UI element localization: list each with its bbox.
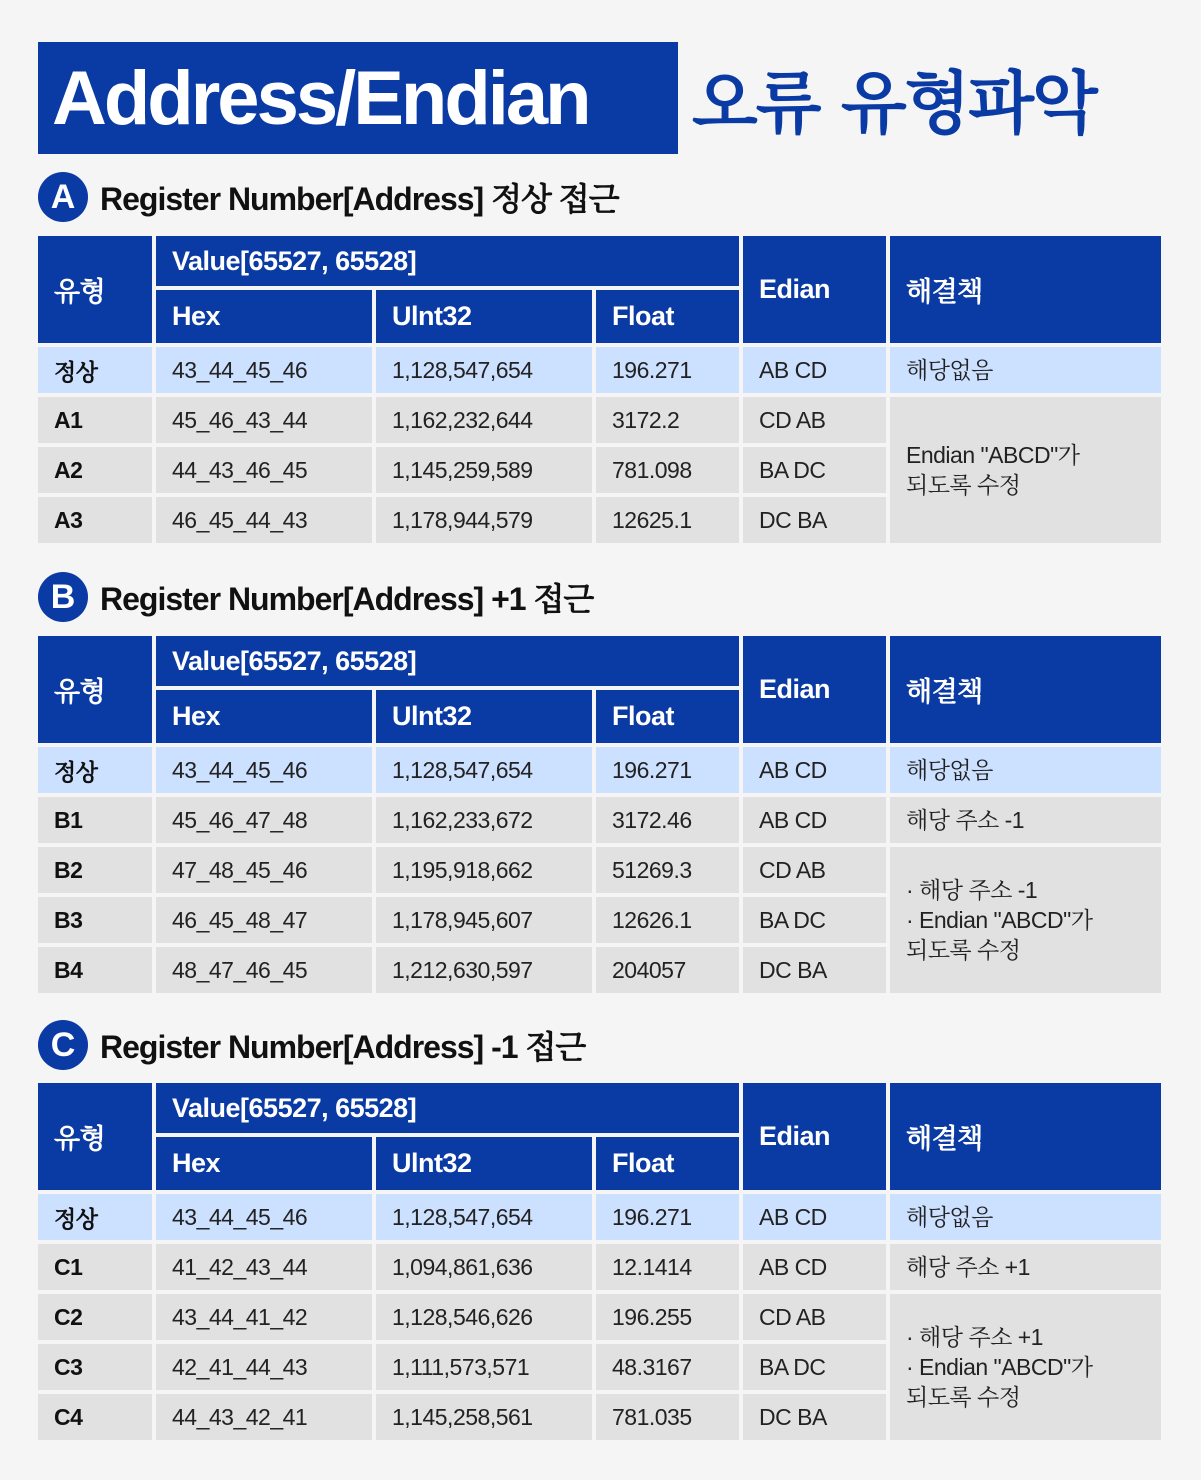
cell-uint: 1,212,630,597 <box>376 947 592 993</box>
table-c <box>38 1083 1157 1440</box>
cell-solution: 해당없음 <box>890 1194 1161 1240</box>
cell-float: 781.098 <box>596 447 739 493</box>
cell-type: B3 <box>38 897 152 943</box>
title-highlight: Address/Endian <box>38 42 678 154</box>
header-type: 유형 <box>38 1083 152 1190</box>
header-hex: Hex <box>156 690 372 743</box>
cell-hex: 44_43_46_45 <box>156 447 372 493</box>
header-solution: 해결책 <box>890 236 1161 343</box>
cell-uint: 1,094,861,636 <box>376 1244 592 1290</box>
header-endian: Edian <box>743 236 886 343</box>
cell-hex: 42_41_44_43 <box>156 1344 372 1390</box>
cell-endian: AB CD <box>743 1244 886 1290</box>
cell-uint: 1,195,918,662 <box>376 847 592 893</box>
cell-float: 3172.2 <box>596 397 739 443</box>
header-float: Float <box>596 1137 739 1190</box>
header-endian: Edian <box>743 636 886 743</box>
section-title: Register Number[Address] -1 접근 <box>100 1029 586 1065</box>
cell-float: 781.035 <box>596 1394 739 1440</box>
header-hex: Hex <box>156 290 372 343</box>
header-uint: Ulnt32 <box>376 1137 592 1190</box>
cell-uint: 1,128,547,654 <box>376 1194 592 1240</box>
cell-endian: AB CD <box>743 797 886 843</box>
cell-uint: 1,178,945,607 <box>376 897 592 943</box>
cell-type: A2 <box>38 447 152 493</box>
section-b-heading <box>38 572 593 622</box>
cell-endian: DC BA <box>743 1394 886 1440</box>
section-badge: A <box>38 172 88 222</box>
header-hex: Hex <box>156 1137 372 1190</box>
page-title <box>38 42 1096 154</box>
cell-hex: 46_45_44_43 <box>156 497 372 543</box>
cell-type: B2 <box>38 847 152 893</box>
header-value: Value[65527, 65528] <box>156 636 739 686</box>
cell-uint: 1,145,258,561 <box>376 1394 592 1440</box>
cell-endian: AB CD <box>743 347 886 393</box>
cell-endian: AB CD <box>743 1194 886 1240</box>
cell-hex: 43_44_45_46 <box>156 347 372 393</box>
cell-endian: CD AB <box>743 847 886 893</box>
section-c-heading <box>38 1020 585 1070</box>
cell-uint: 1,145,259,589 <box>376 447 592 493</box>
section-badge: B <box>38 572 88 622</box>
cell-endian: CD AB <box>743 1294 886 1340</box>
cell-endian: DC BA <box>743 947 886 993</box>
cell-uint: 1,128,546,626 <box>376 1294 592 1340</box>
cell-solution: Endian "ABCD"가 되도록 수정 <box>890 397 1161 543</box>
cell-type: 정상 <box>38 1194 152 1240</box>
header-type: 유형 <box>38 636 152 743</box>
cell-type: A1 <box>38 397 152 443</box>
cell-float: 196.255 <box>596 1294 739 1340</box>
cell-type: A3 <box>38 497 152 543</box>
cell-endian: BA DC <box>743 1344 886 1390</box>
section-a-heading <box>38 172 619 222</box>
cell-hex: 46_45_48_47 <box>156 897 372 943</box>
cell-solution: · 해당 주소 -1 · Endian "ABCD"가 되도록 수정 <box>890 847 1161 993</box>
header-endian: Edian <box>743 1083 886 1190</box>
cell-type: B4 <box>38 947 152 993</box>
cell-endian: BA DC <box>743 897 886 943</box>
header-uint: Ulnt32 <box>376 690 592 743</box>
cell-uint: 1,128,547,654 <box>376 747 592 793</box>
cell-float: 196.271 <box>596 347 739 393</box>
cell-float: 51269.3 <box>596 847 739 893</box>
cell-float: 196.271 <box>596 747 739 793</box>
header-value: Value[65527, 65528] <box>156 236 739 286</box>
cell-uint: 1,162,232,644 <box>376 397 592 443</box>
cell-endian: DC BA <box>743 497 886 543</box>
cell-float: 204057 <box>596 947 739 993</box>
cell-float: 12625.1 <box>596 497 739 543</box>
cell-type: C1 <box>38 1244 152 1290</box>
section-badge: C <box>38 1020 88 1070</box>
header-float: Float <box>596 690 739 743</box>
cell-float: 196.271 <box>596 1194 739 1240</box>
cell-endian: AB CD <box>743 747 886 793</box>
cell-hex: 47_48_45_46 <box>156 847 372 893</box>
cell-solution: 해당 주소 -1 <box>890 797 1161 843</box>
header-float: Float <box>596 290 739 343</box>
cell-uint: 1,111,573,571 <box>376 1344 592 1390</box>
cell-hex: 43_44_45_46 <box>156 1194 372 1240</box>
cell-endian: CD AB <box>743 397 886 443</box>
cell-hex: 45_46_43_44 <box>156 397 372 443</box>
cell-hex: 43_44_45_46 <box>156 747 372 793</box>
cell-solution: 해당없음 <box>890 347 1161 393</box>
cell-hex: 44_43_42_41 <box>156 1394 372 1440</box>
header-type: 유형 <box>38 236 152 343</box>
header-solution: 해결책 <box>890 1083 1161 1190</box>
cell-type: C3 <box>38 1344 152 1390</box>
header-value: Value[65527, 65528] <box>156 1083 739 1133</box>
cell-uint: 1,128,547,654 <box>376 347 592 393</box>
table-b <box>38 636 1157 993</box>
title-rest: 오류 유형파악 <box>692 64 1096 144</box>
cell-type: C2 <box>38 1294 152 1340</box>
cell-endian: BA DC <box>743 447 886 493</box>
cell-solution: · 해당 주소 +1 · Endian "ABCD"가 되도록 수정 <box>890 1294 1161 1440</box>
cell-type: B1 <box>38 797 152 843</box>
cell-hex: 41_42_43_44 <box>156 1244 372 1290</box>
cell-type: 정상 <box>38 747 152 793</box>
cell-hex: 45_46_47_48 <box>156 797 372 843</box>
cell-float: 3172.46 <box>596 797 739 843</box>
section-title: Register Number[Address] 정상 접근 <box>100 181 619 217</box>
cell-hex: 43_44_41_42 <box>156 1294 372 1340</box>
cell-float: 48.3167 <box>596 1344 739 1390</box>
cell-type: C4 <box>38 1394 152 1440</box>
header-uint: Ulnt32 <box>376 290 592 343</box>
section-title: Register Number[Address] +1 접근 <box>100 581 594 617</box>
header-solution: 해결책 <box>890 636 1161 743</box>
cell-float: 12.1414 <box>596 1244 739 1290</box>
cell-solution: 해당없음 <box>890 747 1161 793</box>
cell-float: 12626.1 <box>596 897 739 943</box>
cell-uint: 1,178,944,579 <box>376 497 592 543</box>
cell-hex: 48_47_46_45 <box>156 947 372 993</box>
table-a <box>38 236 1157 543</box>
cell-solution: 해당 주소 +1 <box>890 1244 1161 1290</box>
cell-type: 정상 <box>38 347 152 393</box>
cell-uint: 1,162,233,672 <box>376 797 592 843</box>
